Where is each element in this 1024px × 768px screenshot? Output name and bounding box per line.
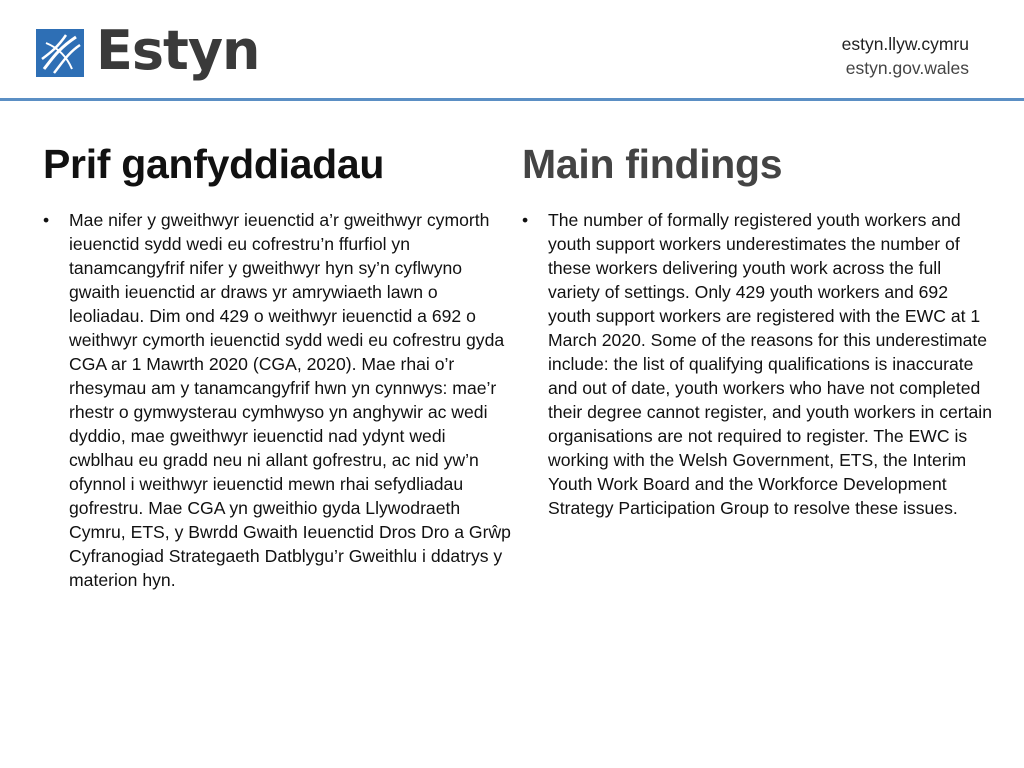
english-column — [522, 140, 1002, 520]
english-bullet-text: The number of formally registered youth workers and youth support workers underestimates the number of these workers delivering youth work across the full variety of settings. Only 429 youth workers and 692 youth support workers are registered with the EWC at 1 March 2020. Some of the reasons for this underestimate include: the list of qualifying qualifications is inaccurate and out of date, youth workers who have not completed their degree cannot register, and youth workers in certain organisations are not required to register. The EWC is working with the Welsh Government, ETS, the Interim Youth Work Board and the Workforce Development Strategy Participation Group to resolve these issues. — [548, 210, 993, 518]
url-english[interactable]: estyn.gov.wales — [845, 58, 969, 78]
welsh-bullet-text: Mae nifer y gweithwyr ieuenctid a’r gweithwyr cymorth ieuenctid sydd wedi eu cofrestru’n ffurfiol yn tanamcangyfrif nifer y gweithwyr hyn sy’n cyflwyno gwaith ieuenctid ar draws yr amrywiaeth lawn o leoliadau. Dim ond 429 o weithwyr ieuenctid a 692 o weithwyr cymorth ieuenctid sydd wedi eu cofrestru gyda CGA ar 1 Mawrth 2020 (CGA, 2020). Mae rhai o’r rhesymau am y tanamcangyfrif hwn yn cynnwys: mae’r rhestr o gymwysterau cymhwyso yn anghywir ac wedi dyddio, mae gweithwyr ieuenctid nad ydynt wedi cwblhau eu gradd neu ni allant gofrestru, ac nid yw’n ofynnol i weithwyr ieuenctid mewn rhai sefydliadau gofrestru. Mae CGA yn gweithio gyda Llywodraeth Cymru, ETS, y Bwrdd Gwaith Ieuenctid Dros Dro a Grŵp Cyfranogiad Strategaeth Datblygu’r Gweithlu i ddatrys y materion hyn. — [69, 210, 511, 590]
bullet-icon: • — [43, 210, 50, 230]
welsh-heading: Prif ganfyddiadau — [43, 141, 385, 187]
bullet-icon: • — [522, 210, 529, 230]
header-divider — [0, 98, 1024, 101]
website-urls — [842, 32, 969, 80]
url-welsh[interactable]: estyn.llyw.cymru — [841, 34, 969, 54]
welsh-bullet — [43, 208, 513, 592]
english-heading: Main findings — [522, 141, 783, 187]
welsh-column — [43, 140, 513, 592]
estyn-logo — [36, 19, 260, 84]
logo-wordmark: Estyn — [96, 19, 260, 82]
english-bullet — [522, 208, 1002, 520]
estyn-emblem-icon — [36, 29, 84, 77]
